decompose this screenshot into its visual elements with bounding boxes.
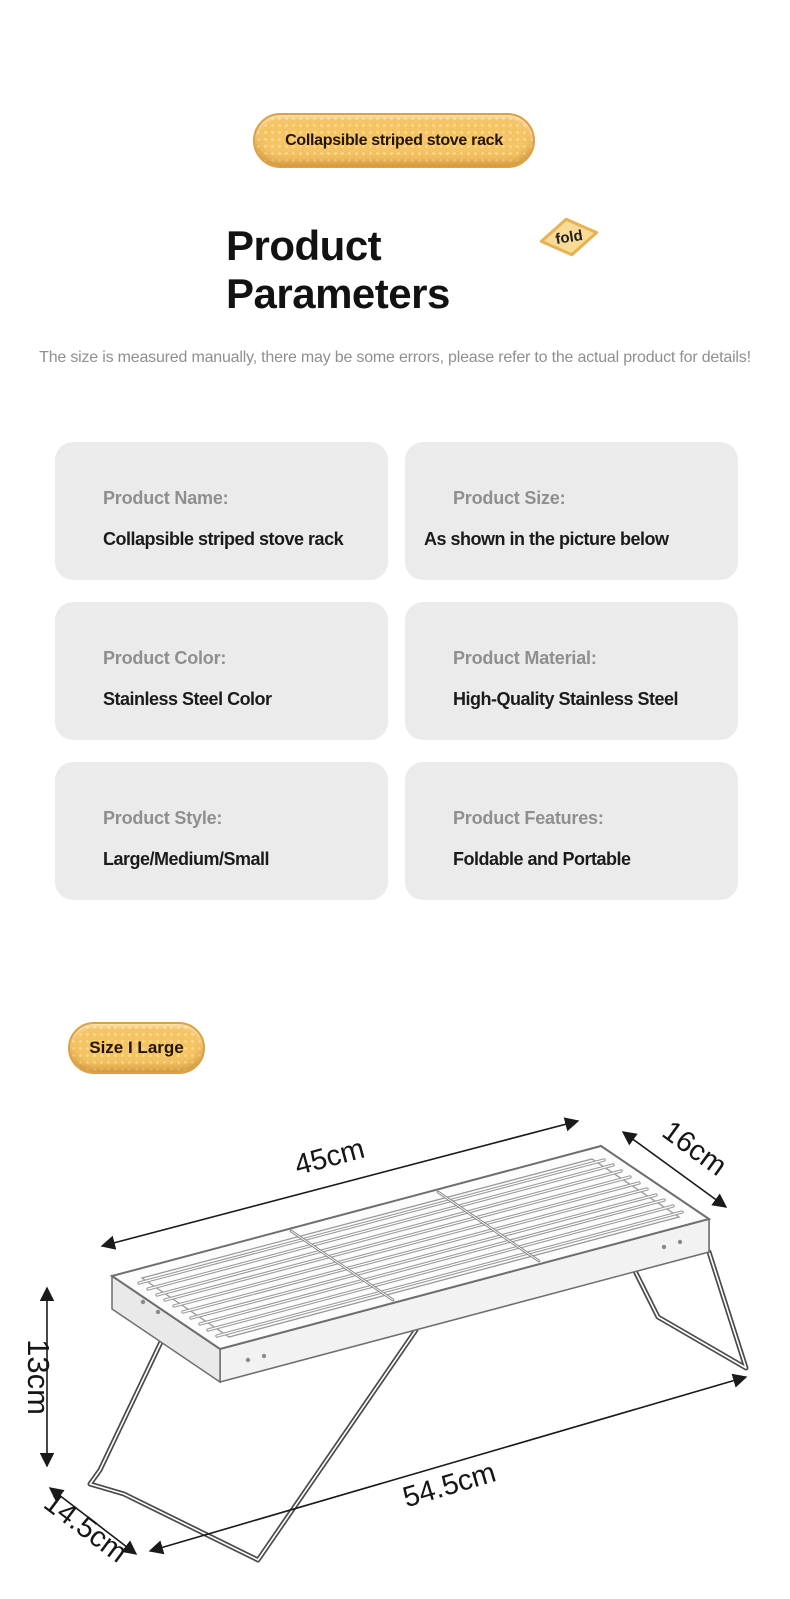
page-title — [226, 222, 450, 318]
rack-body — [112, 1146, 709, 1382]
fold-badge — [535, 211, 603, 262]
card-value: Collapsible striped stove rack — [103, 529, 344, 549]
card-value: Foldable and Portable — [453, 849, 631, 869]
card-value: High-Quality Stainless Steel — [453, 689, 679, 709]
card-label: Product Material: — [453, 648, 597, 668]
dimension-top-depth-label: 16cm — [656, 1114, 733, 1183]
product-title-badge-label: Collapsible striped stove rack — [285, 131, 503, 149]
card-product-size — [405, 442, 738, 580]
page-title-line1: Product — [226, 222, 382, 269]
dimension-base-length-arrow — [150, 1377, 746, 1551]
card-product-features — [405, 762, 738, 900]
card-product-color — [55, 602, 388, 740]
card-product-style — [55, 762, 388, 900]
card-value: Stainless Steel Color — [103, 689, 272, 709]
dimension-foot-width-label: 14.5cm — [37, 1486, 134, 1570]
right-leg — [635, 1252, 746, 1368]
size-badge — [68, 1022, 205, 1074]
dimension-base-length-label: 54.5cm — [399, 1456, 500, 1515]
spec-cards-grid — [55, 442, 738, 900]
card-label: Product Color: — [103, 648, 227, 668]
measurement-disclaimer: The size is measured manually, there may be some errors, please refer to the actual product for details! — [39, 349, 751, 366]
product-title-badge — [253, 113, 535, 168]
card-value: As shown in the picture below — [424, 529, 669, 549]
dimension-top-length-label: 45cm — [291, 1132, 369, 1182]
page-title-line2: Parameters — [226, 270, 450, 317]
card-value: Large/Medium/Small — [103, 849, 270, 869]
card-label: Product Size: — [453, 488, 566, 508]
size-badge-label: Size I Large — [89, 1038, 184, 1057]
card-label: Product Features: — [453, 808, 604, 828]
dimension-leg-height-label: 13cm — [21, 1339, 56, 1415]
stove-rack-illustration — [0, 1080, 790, 1599]
fold-badge-label: fold — [554, 226, 584, 249]
stove-rack-diagram — [0, 1080, 790, 1599]
card-label: Product Style: — [103, 808, 223, 828]
card-label: Product Name: — [103, 488, 229, 508]
card-product-name — [55, 442, 388, 580]
card-product-material — [405, 602, 738, 740]
